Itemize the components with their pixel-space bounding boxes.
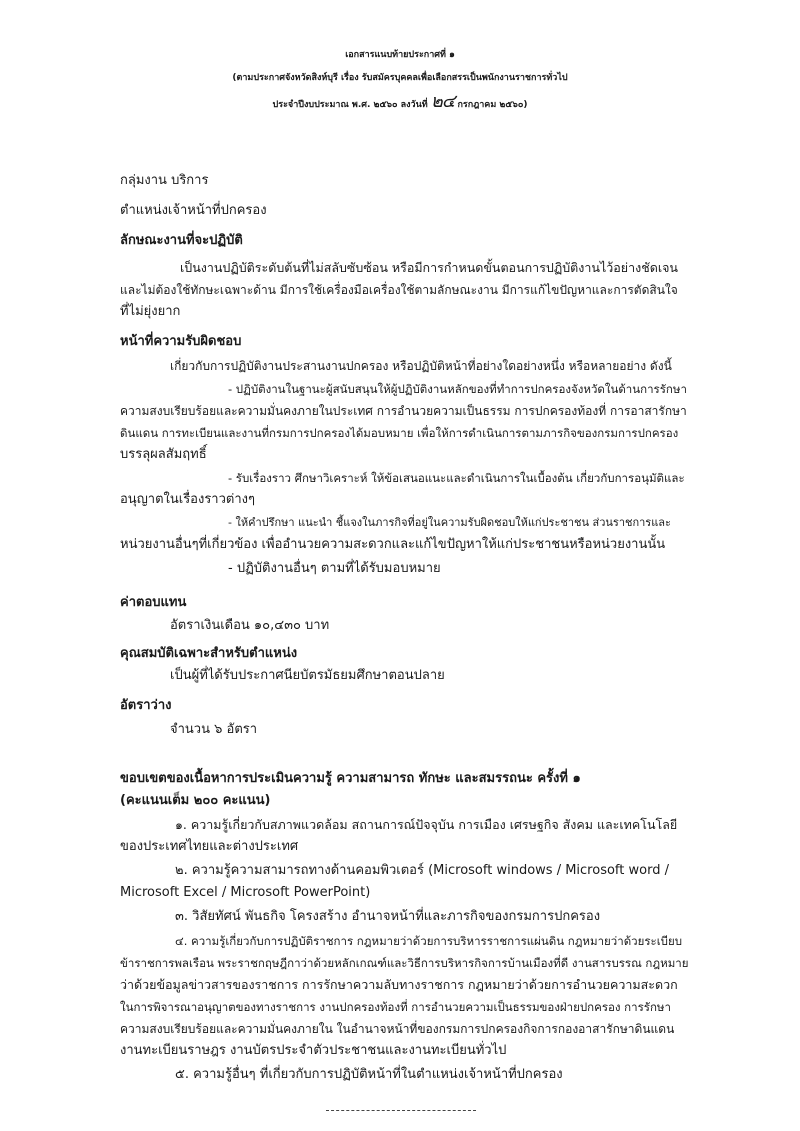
- responsibility-item: หน่วยงานอื่นๆที่เกี่ยวข้อง เพื่ออำนวยความสะดวกและแก้ไขปัญหาให้แก่ประชาชนหรือหน่วยงานนั้น: [120, 537, 666, 552]
- responsibility-item: บรรลุผลสัมฤทธิ์: [120, 447, 207, 462]
- responsibility-item: ดินแดน การทะเบียนและงานที่กรมการปกครองได้มอบหมาย เพื่อให้การดำเนินการตามภารกิจของกรมการปกครอง: [120, 426, 679, 440]
- position-title: ตำแหน่งเจ้าหน้าที่ปกครอง: [120, 203, 267, 218]
- job-nature-line: ที่ไม่ยุ่งยาก: [120, 304, 181, 319]
- responsibility-item: - ปฏิบัติงานอื่นๆ ตามที่ได้รับมอบหมาย: [228, 561, 441, 576]
- exam-topic: Microsoft Excel / Microsoft PowerPoint): [120, 885, 371, 900]
- qualification-heading: คุณสมบัติเฉพาะสำหรับตำแหน่ง: [120, 646, 298, 661]
- compensation-heading: ค่าตอบแทน: [120, 595, 187, 610]
- exam-topic: ในการพิจารณาอนุญาตของทางราชการ งานปกครองท้องที่ การอำนวยความเป็นธรรมของฝ่ายปกครอง การรักษา: [120, 1000, 671, 1014]
- qualification-value: เป็นผู้ที่ได้รับประกาศนียบัตรมัธยมศึกษาตอนปลาย: [170, 668, 445, 683]
- responsibility-item: อนุญาตในเรื่องราวต่างๆ: [120, 492, 255, 507]
- vacancy-heading: อัตราว่าง: [120, 698, 172, 713]
- responsibilities-intro: เกี่ยวกับการปฏิบัติงานประสานงานปกครอง หรือปฏิบัติหน้าที่อย่างใดอย่างหนึ่ง หรือหลายอย่าง ดังนี้: [170, 359, 672, 373]
- exam-topic: ว่าด้วยข้อมูลข่าวสารของราชการ การรักษาความลับทางราชการ กฎหมายว่าด้วยการอำนวยความสะดวก: [120, 977, 678, 992]
- exam-topic: งานทะเบียนราษฎร งานบัตรประจำตัวประชาชนและงานทะเบียนทั่วไป: [120, 1043, 507, 1058]
- responsibility-item: - ให้คำปรึกษา แนะนำ ชี้แจงในภารกิจที่อยู่ในความรับผิดชอบให้แก่ประชาชน ส่วนราชการและ: [228, 516, 671, 529]
- header-date-line: [0, 90, 800, 117]
- responsibility-item: - รับเรื่องราว ศึกษาวิเคราะห์ ให้ข้อเสนอแนะและดำเนินการในเบื้องต้น เกี่ยวกับการอนุมัติและ: [228, 471, 685, 485]
- header-date-suffix: กรกฎาคม ๒๕๖๐): [457, 100, 528, 110]
- job-nature-line: เป็นงานปฏิบัติระดับต้นที่ไม่สลับซับซ้อน หรือมีการกำหนดขั้นตอนการปฏิบัติงานไว้อย่างชัดเจน: [180, 260, 678, 275]
- exam-topic: ความสงบเรียบร้อยและความมั่นคงภายใน ในอำนาจหน้าที่ของกรมการปกครองกิจการกองอาสารักษาดินแดน: [120, 1022, 675, 1036]
- vacancy-value: จำนวน ๖ อัตรา: [170, 722, 258, 737]
- responsibility-item: ความสงบเรียบร้อยและความมั่นคงภายในประเทศ การอำนวยความเป็นธรรม การปกครองท้องที่ การอาสารักษา: [120, 404, 687, 418]
- document-header: [0, 44, 800, 117]
- job-nature-line: และไม่ต้องใช้ทักษะเฉพาะด้าน มีการใช้เครื่องมือเครื่องใช้ตามลักษณะงาน มีการแก้ไขปัญหาและการตัดสินใจ: [120, 283, 678, 297]
- responsibility-item: - ปฏิบัติงานในฐานะผู้สนับสนุนให้ผู้ปฏิบัติงานหลักของที่ทำการปกครองจังหวัดในด้านการรักษา: [228, 382, 687, 396]
- header-title: เอกสารแนบท้ายประกาศที่ ๑: [345, 50, 455, 60]
- exam-topic: ๓. วิสัยทัศน์ พันธกิจ โครงสร้าง อำนาจหน้าที่และภารกิจของกรมการปกครอง: [175, 909, 601, 924]
- header-date-prefix: ประจำปีงบประมาณ พ.ศ. ๒๕๖๐ ลงวันที่: [272, 100, 428, 110]
- responsibilities-heading: หน้าที่ความรับผิดชอบ: [120, 334, 242, 349]
- exam-topic: ๑. ความรู้เกี่ยวกับสภาพแวดล้อม สถานการณ์ปัจจุบัน การเมือง เศรษฐกิจ สังคม และเทคโนโลยี: [175, 817, 678, 832]
- compensation-value: อัตราเงินเดือน ๑๐,๔๓๐ บาท: [170, 618, 330, 633]
- exam-topic: ๒. ความรู้ความสามารถทางด้านคอมพิวเตอร์ (Microsoft windows / Microsoft word /: [175, 863, 669, 878]
- exam-topic: ๔. ความรู้เกี่ยวกับการปฏิบัติราชการ กฎหมายว่าด้วยการบริหารราชการแผ่นดิน กฎหมายว่าด้วยระเบียบ: [175, 934, 682, 948]
- header-announcement-ref: (ตามประกาศจังหวัดสิงห์บุรี เรื่อง รับสมัครบุคคลเพื่อเลือกสรรเป็นพนักงานราชการทั่วไป: [232, 73, 568, 83]
- exam-scope-heading: ขอบเขตของเนื้อหาการประเมินความรู้ ความสามารถ ทักษะ และสมรรถนะ ครั้งที่ ๑: [120, 771, 581, 786]
- handwritten-day: ๒๔: [430, 91, 455, 112]
- footer-divider: [326, 1110, 476, 1111]
- exam-topic: ของประเทศไทยและต่างประเทศ: [120, 839, 299, 854]
- exam-topic: ๕. ความรู้อื่นๆ ที่เกี่ยวกับการปฏิบัติหน้าที่ในตำแหน่งเจ้าหน้าที่ปกครอง: [175, 1067, 563, 1082]
- exam-total-score: (คะแนนเต็ม ๒๐๐ คะแนน): [120, 793, 271, 808]
- job-nature-heading: ลักษณะงานที่จะปฏิบัติ: [120, 233, 243, 248]
- exam-topic: ข้าราชการพลเรือน พระราชกฤษฎีกาว่าด้วยหลักเกณฑ์และวิธีการบริหารกิจการบ้านเมืองที่ดี งานสารบรรณ กฎหมาย: [120, 956, 689, 970]
- work-group: กลุ่มงาน บริการ: [120, 173, 209, 188]
